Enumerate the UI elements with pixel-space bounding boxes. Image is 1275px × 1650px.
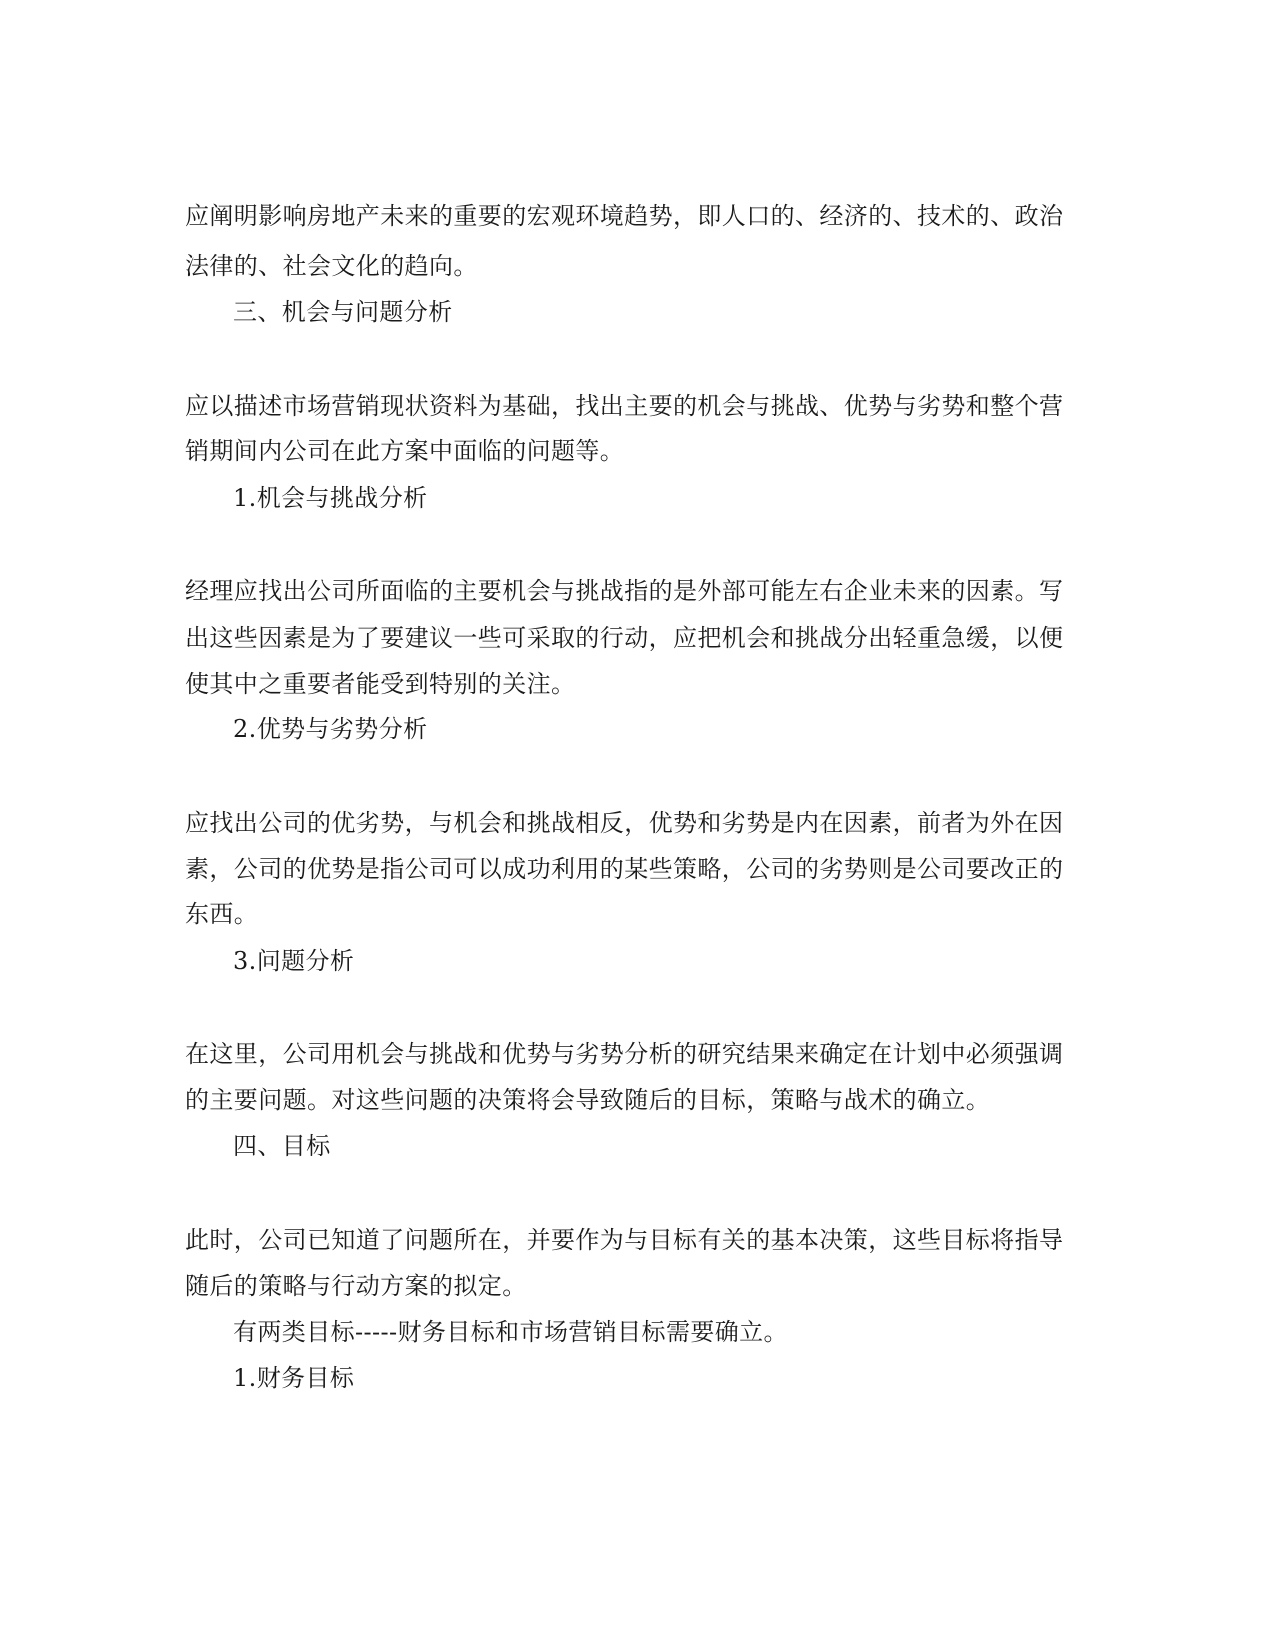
body-text-line: 有两类目标-----财务目标和市场营销目标需要确立。	[233, 1318, 788, 1346]
body-text-line: 应找出公司的优劣势，与机会和挑战相反，优势和劣势是内在因素，前者为外在因	[185, 809, 1064, 837]
section-heading: 三、机会与问题分析	[233, 298, 453, 326]
body-text-line: 经理应找出公司所面临的主要机会与挑战指的是外部可能左右企业未来的因素。写	[185, 577, 1064, 605]
body-text-line: 素，公司的优势是指公司可以成功利用的某些策略，公司的劣势则是公司要改正的	[185, 855, 1064, 883]
body-text-line: 东西。	[185, 900, 259, 928]
body-text-line: 出这些因素是为了要建议一些可采取的行动，应把机会和挑战分出轻重急缓，以便	[185, 624, 1064, 652]
subsection-heading: 2.优势与劣势分析	[233, 715, 428, 743]
section-heading: 四、目标	[233, 1132, 331, 1160]
body-text-line: 应以描述市场营销现状资料为基础，找出主要的机会与挑战、优势与劣势和整个营	[185, 392, 1064, 420]
body-text-line: 销期间内公司在此方案中面临的问题等。	[185, 437, 625, 465]
body-text-line: 法律的、社会文化的趋向。	[185, 252, 478, 280]
body-text-line: 随后的策略与行动方案的拟定。	[185, 1272, 527, 1300]
subsection-heading: 3.问题分析	[233, 947, 355, 975]
body-text-line: 在这里，公司用机会与挑战和优势与劣势分析的研究结果来确定在计划中必须强调	[185, 1040, 1064, 1068]
subsection-heading: 1.财务目标	[233, 1364, 355, 1392]
body-text-line: 应阐明影响房地产未来的重要的宏观环境趋势，即人口的、经济的、技术的、政治	[185, 202, 1064, 230]
body-text-line: 使其中之重要者能受到特别的关注。	[185, 670, 576, 698]
subsection-heading: 1.机会与挑战分析	[233, 484, 428, 512]
body-text-line: 的主要问题。对这些问题的决策将会导致随后的目标，策略与战术的确立。	[185, 1086, 991, 1114]
body-text-line: 此时，公司已知道了问题所在，并要作为与目标有关的基本决策，这些目标将指导	[185, 1226, 1064, 1254]
